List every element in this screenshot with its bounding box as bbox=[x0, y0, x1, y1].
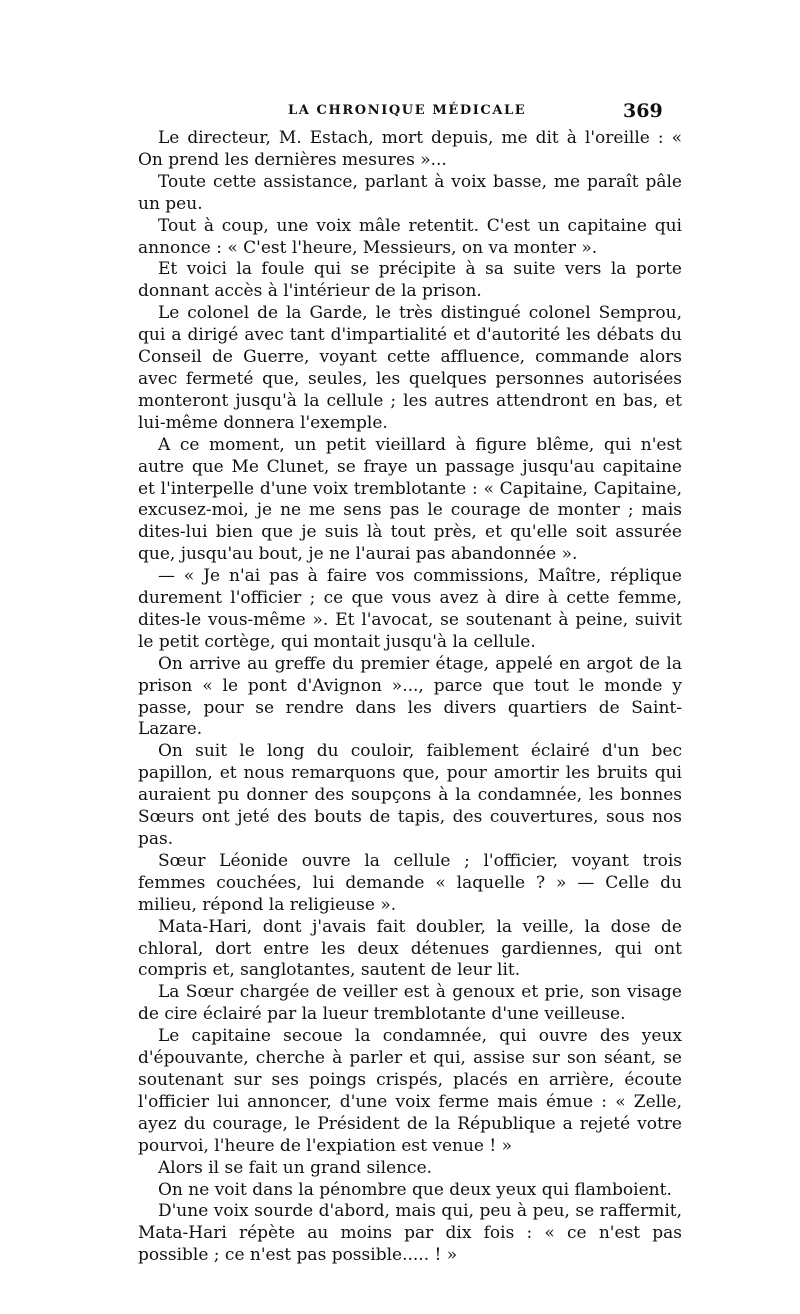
paragraph: On arrive au greffe du premier étage, appelé en argot de la prison « le pont d'Avignon »..., parce que tout le monde y passe, pour se rendre dans les divers quartiers de Saint-Lazare. bbox=[138, 653, 682, 740]
running-head bbox=[0, 100, 800, 124]
paragraph: Tout à coup, une voix mâle retentit. C'est un capitaine qui annonce : « C'est l'heure, Messieurs, on va monter ». bbox=[138, 215, 682, 258]
paragraph: D'une voix sourde d'abord, mais qui, peu à peu, se raffermit, Mata-Hari répète au moins par dix fois : « ce n'est pas possible ; ce n'est pas possible..... ! » bbox=[138, 1201, 682, 1266]
paragraph: Le directeur, M. Estach, mort depuis, me dit à l'oreille : « On prend les dernières mesures »... bbox=[138, 128, 682, 170]
paragraph: Mata-Hari, dont j'avais fait doubler, la veille, la dose de chloral, dort entre les deux détenues gardiennes, qui ont compris et, sanglotantes, sautent de leur lit. bbox=[138, 916, 682, 981]
paragraph: Le colonel de la Garde, le très distingué colonel Semprou, qui a dirigé avec tant d'impartialité et d'autorité les débats du Conseil de Guerre, voyant cette affluence, commande alors avec fermeté que, seules, les quelques personnes autorisées monteront jusqu'à la cellule ; les autres attendront en bas, et lui-même donnera l'exemple. bbox=[138, 303, 682, 433]
paragraph: Et voici la foule qui se précipite à sa suite vers la porte donnant accès à l'intérieur de la prison. bbox=[138, 259, 682, 302]
page-number: 369 bbox=[623, 100, 663, 122]
paragraph: Sœur Léonide ouvre la cellule ; l'officier, voyant trois femmes couchées, lui demande « laquelle ? » — Celle du milieu, répond la religieuse ». bbox=[138, 850, 682, 915]
paragraph: — « Je n'ai pas à faire vos commissions, Maître, réplique durement l'officier ; ce que vous avez à dire à cette femme, dites-le vous-même ». Et l'avocat, se soutenant à peine, suivit le petit cortège, qui montait jusqu'à la cellule. bbox=[138, 566, 682, 652]
paragraph: Toute cette assistance, parlant à voix basse, me paraît pâle un peu. bbox=[138, 171, 682, 214]
paragraph: La Sœur chargée de veiller est à genoux et prie, son visage de cire éclairé par la lueur tremblotante d'une veilleuse. bbox=[138, 982, 682, 1025]
paragraph: On suit le long du couloir, faiblement éclairé d'un bec papillon, et nous remarquons que, pour amortir les bruits qui auraient pu donner des soupçons à la condamnée, les bonnes Sœurs ont jeté des bouts de tapis, des couvertures, sous nos pas. bbox=[138, 741, 682, 849]
paragraph: On ne voit dans la pénombre que deux yeux qui flamboient. bbox=[158, 1179, 672, 1200]
paragraph: Le capitaine secoue la condamnée, qui ouvre des yeux d'épouvante, cherche à parler et qui, assise sur son séant, se soutenant sur ses poings crispés, placés en arrière, écoute l'officier lui annoncer, d'une voix ferme mais émue : « Zelle, ayez du courage, le Président de la République a rejeté votre pourvoi, l'heure de l'expiation est venue ! » bbox=[138, 1026, 682, 1156]
paragraph: A ce moment, un petit vieillard à figure blême, qui n'est autre que Me Clunet, se fraye un passage jusqu'au capitaine et l'interpelle d'une voix tremblotante : « Capitaine, Capitaine, excusez-moi, je ne me sens pas le courage de monter ; mais dites-lui bien que je suis là tout près, et qu'elle soit assurée que, jusqu'au bout, je ne l'aurai pas abandonnée ». bbox=[138, 434, 682, 565]
paragraph: Alors il se fait un grand silence. bbox=[158, 1157, 433, 1178]
running-title: LA CHRONIQUE MÉDICALE bbox=[288, 103, 527, 118]
body-text bbox=[138, 128, 682, 1267]
